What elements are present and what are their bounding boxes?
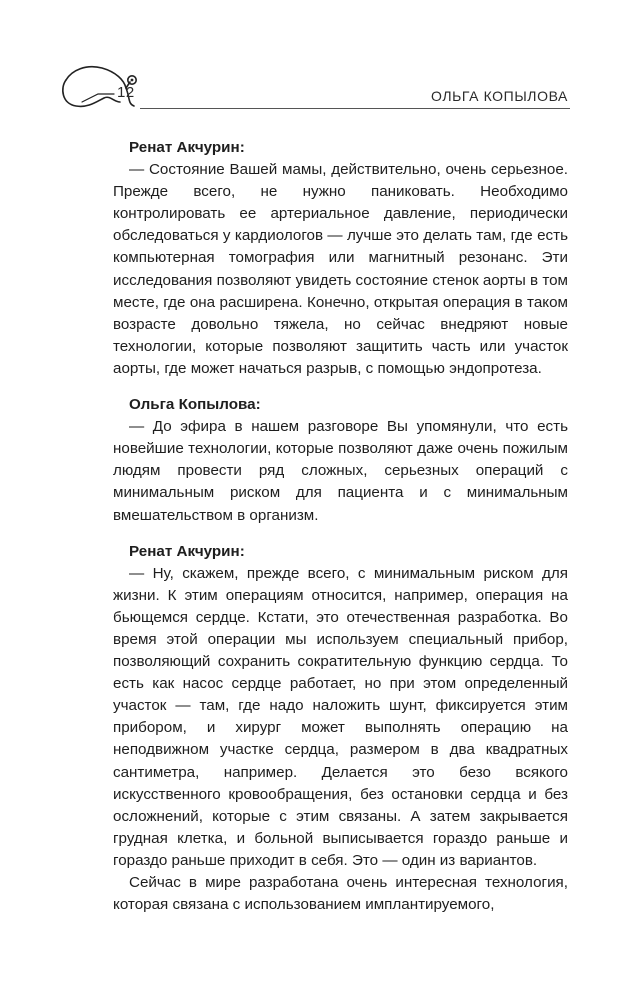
running-head: ОЛЬГА КОПЫЛОВА [430, 88, 568, 104]
paragraph: — До эфира в нашем разговоре Вы упомянули, что есть новейшие технологии, которые позволяют даже очень пожилым людям провести ряд сложных, серьезных операций с минимальным риском для пациента и с минимальным вмешательством в организм. [113, 418, 568, 524]
paragraph: — Ну, скажем, прежде всего, с минимальным риском для жизни. К этим операциям относится, например, операция на бьющемся сердце. Кстати, это отечественная разработка. Во время этой операции мы используем специальный прибор, позволяющий сохранить сократительную функцию сердца. То есть как насос сердце работает, но при этом определенный участок — там, где надо наложить шунт, фиксируется этим прибором, и хирург может выполнять операцию на неподвижном участке сердца, размером в два квадратных сантиметра, например. Делается это безо всякого искусственного кровообращения, без остановки сердца и без осложнений, которые с этим связаны. А затем закрывается грудная клетка, и больной выписывается гораздо раньше и гораздо раньше приходит в себя. Это — один из вариантов. [113, 564, 568, 869]
stethoscope-icon [58, 58, 158, 114]
speaker-label: Ольга Копылова: [129, 396, 261, 414]
paragraph: Сейчас в мире разработана очень интересная технология, которая связана с использованием имплантируемого, [113, 874, 568, 914]
speaker-label: Ренат Акчурин: [129, 542, 245, 560]
header-rule [140, 108, 570, 109]
page-number: 12 [117, 84, 135, 101]
speaker-label: Ренат Акчурин: [129, 139, 245, 156]
article-body [113, 137, 568, 916]
paragraph: — Состояние Вашей мамы, действительно, очень серьезное. Прежде всего, не нужно паниковать. Необходимо контролировать ее артериальное давление, периодически обследоваться у кардиологов — лучше это делать там, где есть компьютерная томография или магнитный резонанс. Эти исследования позволяют увидеть состояние стенок аорты в том месте, где она расширена. Конечно, открытая операция в таком возрасте довольно тяжела, но сейчас внедряют новые технологии, которые позволяют защитить часть или участок аорты, где может начаться разрыв, с помощью эндопротеза. [113, 161, 568, 377]
page-header [0, 0, 644, 120]
